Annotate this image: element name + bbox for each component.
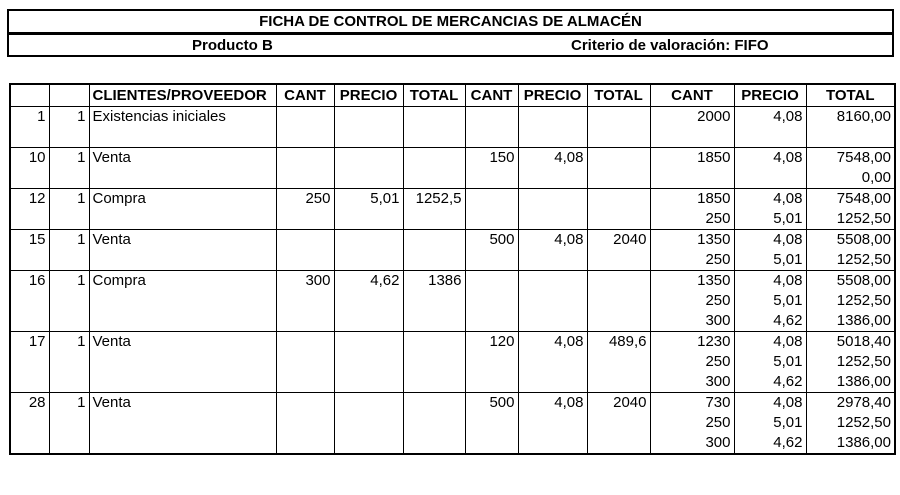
table-cell	[734, 168, 806, 189]
table-cell: 1252,5	[403, 189, 465, 210]
table-cell: 1	[49, 271, 89, 292]
table-cell	[49, 168, 89, 189]
table-cell	[518, 291, 587, 311]
table-cell: 4,08	[734, 393, 806, 414]
table-cell	[465, 271, 518, 292]
table-cell	[465, 311, 518, 332]
table-cell: 489,6	[587, 332, 650, 353]
table-cell: Compra	[89, 189, 276, 210]
table-cell	[334, 433, 403, 454]
table-cell	[10, 311, 49, 332]
table-cell	[518, 271, 587, 292]
table-cell	[89, 372, 276, 393]
table-cell	[89, 433, 276, 454]
table-cell	[334, 127, 403, 148]
table-cell	[334, 250, 403, 271]
table-cell: 1	[49, 148, 89, 169]
table-cell: 4,08	[734, 107, 806, 128]
col-stock-qty: CANT	[650, 84, 734, 107]
table-cell	[465, 372, 518, 393]
table-cell: 120	[465, 332, 518, 353]
table-cell: 1386,00	[806, 433, 895, 454]
table-cell	[465, 189, 518, 210]
table-cell: 250	[650, 209, 734, 230]
table-cell	[89, 352, 276, 372]
table-cell: 300	[650, 311, 734, 332]
table-cell: 4,62	[734, 433, 806, 454]
table-cell	[403, 230, 465, 251]
table-cell: 7548,00	[806, 189, 895, 210]
table-row	[10, 332, 895, 353]
table-cell	[650, 168, 734, 189]
table-cell	[403, 250, 465, 271]
table-cell	[587, 148, 650, 169]
table-cell: 5508,00	[806, 271, 895, 292]
table-cell	[276, 209, 334, 230]
table-cell	[587, 209, 650, 230]
col-month	[49, 84, 89, 107]
table-cell: 16	[10, 271, 49, 292]
table-cell: 2040	[587, 393, 650, 414]
table-cell: 7548,00	[806, 148, 895, 169]
table-cell: 4,08	[734, 271, 806, 292]
table-cell	[518, 413, 587, 433]
table-cell: 2000	[650, 107, 734, 128]
table-cell	[587, 372, 650, 393]
table-row	[10, 291, 895, 311]
table-cell	[276, 148, 334, 169]
table-cell	[276, 413, 334, 433]
table-cell	[465, 107, 518, 128]
table-cell	[403, 393, 465, 414]
table-cell	[276, 168, 334, 189]
table-cell	[403, 209, 465, 230]
table-cell: 1	[49, 230, 89, 251]
table-cell	[806, 127, 895, 148]
table-cell: 5,01	[734, 250, 806, 271]
table-cell	[276, 107, 334, 128]
table-cell	[465, 413, 518, 433]
sheet-title-text: FICHA DE CONTROL DE MERCANCIAS DE ALMACÉN	[259, 13, 642, 30]
col-client-provider: CLIENTES/PROVEEDOR	[89, 84, 276, 107]
table-row	[10, 127, 895, 148]
table-cell: Venta	[89, 393, 276, 414]
table-cell	[334, 168, 403, 189]
table-cell: 5018,40	[806, 332, 895, 353]
table-cell	[587, 433, 650, 454]
table-cell	[10, 413, 49, 433]
table-cell	[518, 250, 587, 271]
table-cell: 1	[49, 393, 89, 414]
table-cell: 1252,50	[806, 209, 895, 230]
table-row	[10, 372, 895, 393]
table-cell	[49, 433, 89, 454]
table-cell	[587, 291, 650, 311]
table-cell	[587, 413, 650, 433]
table-cell: 4,08	[518, 230, 587, 251]
table-cell: 5508,00	[806, 230, 895, 251]
table-cell	[403, 311, 465, 332]
col-day	[10, 84, 49, 107]
table-cell	[587, 127, 650, 148]
col-in-price: PRECIO	[334, 84, 403, 107]
col-in-total: TOTAL	[403, 84, 465, 107]
table-cell: 10	[10, 148, 49, 169]
table-cell: 2040	[587, 230, 650, 251]
table-cell: 4,62	[734, 372, 806, 393]
table-cell	[403, 107, 465, 128]
table-cell	[10, 433, 49, 454]
table-cell	[587, 250, 650, 271]
table-cell	[10, 127, 49, 148]
table-cell: 5,01	[734, 209, 806, 230]
table-cell: 1386,00	[806, 372, 895, 393]
table-cell: 1252,50	[806, 291, 895, 311]
table-cell: 1350	[650, 230, 734, 251]
valuation-criterion: Criterio de valoración: FIFO	[571, 37, 769, 54]
table-cell	[334, 393, 403, 414]
table-cell	[587, 271, 650, 292]
table-cell: 4,08	[518, 393, 587, 414]
table-cell	[465, 291, 518, 311]
header-row	[10, 84, 895, 107]
table-cell	[49, 291, 89, 311]
table-cell	[89, 168, 276, 189]
table-row	[10, 168, 895, 189]
table-cell	[518, 127, 587, 148]
table-cell	[403, 127, 465, 148]
sheet-subheader	[7, 33, 894, 57]
table-cell: Existencias iniciales	[89, 107, 276, 128]
table-cell	[334, 209, 403, 230]
table-cell	[403, 413, 465, 433]
table-cell: 250	[650, 352, 734, 372]
table-cell	[403, 433, 465, 454]
table-cell: 250	[650, 291, 734, 311]
table-cell	[518, 352, 587, 372]
table-cell: 250	[650, 250, 734, 271]
table-cell: 1386	[403, 271, 465, 292]
table-cell	[518, 168, 587, 189]
table-cell: 4,08	[734, 230, 806, 251]
table-cell	[334, 230, 403, 251]
table-cell	[49, 209, 89, 230]
inventory-table	[9, 83, 896, 455]
table-cell: 250	[276, 189, 334, 210]
table-cell	[49, 311, 89, 332]
table-cell	[403, 168, 465, 189]
table-row	[10, 107, 895, 128]
table-cell	[276, 372, 334, 393]
table-cell: 1350	[650, 271, 734, 292]
table-cell: 1	[49, 332, 89, 353]
table-cell: 1252,50	[806, 250, 895, 271]
table-cell: 4,08	[518, 332, 587, 353]
table-cell	[10, 352, 49, 372]
table-cell	[276, 332, 334, 353]
table-cell: 300	[650, 372, 734, 393]
table-cell	[465, 209, 518, 230]
table-cell	[276, 433, 334, 454]
table-cell	[89, 291, 276, 311]
table-cell	[518, 189, 587, 210]
col-stock-total: TOTAL	[806, 84, 895, 107]
table-cell: 28	[10, 393, 49, 414]
table-cell	[49, 250, 89, 271]
table-cell: Venta	[89, 230, 276, 251]
col-in-qty: CANT	[276, 84, 334, 107]
table-cell	[587, 189, 650, 210]
table-cell	[518, 311, 587, 332]
table-cell	[587, 107, 650, 128]
table-cell	[49, 127, 89, 148]
table-cell: 5,01	[734, 352, 806, 372]
table-cell	[734, 127, 806, 148]
table-cell	[10, 291, 49, 311]
table-cell	[334, 413, 403, 433]
table-row	[10, 250, 895, 271]
table-cell: 1	[49, 107, 89, 128]
table-cell: 1230	[650, 332, 734, 353]
table-cell	[518, 372, 587, 393]
table-cell	[587, 311, 650, 332]
table-cell: 1	[49, 189, 89, 210]
table-cell	[276, 291, 334, 311]
table-cell: 15	[10, 230, 49, 251]
table-cell: 4,62	[734, 311, 806, 332]
sheet-title	[7, 9, 894, 34]
table-cell	[403, 352, 465, 372]
table-row	[10, 352, 895, 372]
table-row	[10, 311, 895, 332]
table-cell: 1	[10, 107, 49, 128]
table-cell	[89, 209, 276, 230]
table-row	[10, 230, 895, 251]
table-cell	[334, 148, 403, 169]
table-cell: 4,08	[734, 148, 806, 169]
table-cell: Venta	[89, 148, 276, 169]
table-cell	[49, 352, 89, 372]
table-cell	[334, 291, 403, 311]
table-cell: 2978,40	[806, 393, 895, 414]
table-cell: Compra	[89, 271, 276, 292]
col-out-price: PRECIO	[518, 84, 587, 107]
table-cell: 300	[276, 271, 334, 292]
table-cell	[465, 168, 518, 189]
table-cell	[334, 311, 403, 332]
table-cell	[587, 168, 650, 189]
table-cell	[465, 127, 518, 148]
table-cell: 300	[650, 433, 734, 454]
table-cell	[10, 250, 49, 271]
table-cell	[89, 250, 276, 271]
table-cell	[276, 250, 334, 271]
table-cell: 4,08	[734, 189, 806, 210]
table-cell: 1850	[650, 148, 734, 169]
table-cell	[10, 168, 49, 189]
table-cell	[89, 413, 276, 433]
table-cell: 4,08	[734, 332, 806, 353]
table-cell	[334, 107, 403, 128]
table-cell	[89, 311, 276, 332]
table-cell	[49, 372, 89, 393]
col-stock-price: PRECIO	[734, 84, 806, 107]
table-cell	[276, 230, 334, 251]
table-cell	[465, 352, 518, 372]
table-cell	[334, 352, 403, 372]
table-cell	[276, 393, 334, 414]
table-body	[10, 107, 895, 455]
table-cell: 5,01	[734, 291, 806, 311]
table-cell	[10, 372, 49, 393]
table-cell: 5,01	[334, 189, 403, 210]
table-row	[10, 413, 895, 433]
table-cell	[89, 127, 276, 148]
table-cell: 0,00	[806, 168, 895, 189]
table-cell	[334, 372, 403, 393]
table-cell	[518, 209, 587, 230]
table-cell	[518, 107, 587, 128]
table-cell: 12	[10, 189, 49, 210]
table-cell: 730	[650, 393, 734, 414]
table-cell: 500	[465, 393, 518, 414]
table-cell	[403, 372, 465, 393]
table-cell	[650, 127, 734, 148]
table-cell	[276, 311, 334, 332]
table-cell	[465, 433, 518, 454]
table-cell	[403, 332, 465, 353]
table-cell	[276, 127, 334, 148]
table-cell: 1252,50	[806, 352, 895, 372]
table-cell: 5,01	[734, 413, 806, 433]
table-row	[10, 148, 895, 169]
product-label: Producto B	[192, 37, 273, 54]
table-cell	[276, 352, 334, 372]
table-cell: 1386,00	[806, 311, 895, 332]
table-cell: 250	[650, 413, 734, 433]
table-cell: 150	[465, 148, 518, 169]
table-row	[10, 189, 895, 210]
table-cell: 8160,00	[806, 107, 895, 128]
table-row	[10, 271, 895, 292]
table-cell: 4,62	[334, 271, 403, 292]
table-cell	[49, 413, 89, 433]
table-row	[10, 209, 895, 230]
col-out-total: TOTAL	[587, 84, 650, 107]
table-cell: 17	[10, 332, 49, 353]
table-cell	[518, 433, 587, 454]
table-row	[10, 433, 895, 454]
table-cell: 500	[465, 230, 518, 251]
col-out-qty: CANT	[465, 84, 518, 107]
table-row	[10, 393, 895, 414]
table-cell: 1252,50	[806, 413, 895, 433]
table-cell: 4,08	[518, 148, 587, 169]
table-cell	[403, 148, 465, 169]
table-cell	[465, 250, 518, 271]
table-cell: Venta	[89, 332, 276, 353]
table-cell: 1850	[650, 189, 734, 210]
table-cell	[334, 332, 403, 353]
table-cell	[587, 352, 650, 372]
table-cell	[403, 291, 465, 311]
table-cell	[10, 209, 49, 230]
